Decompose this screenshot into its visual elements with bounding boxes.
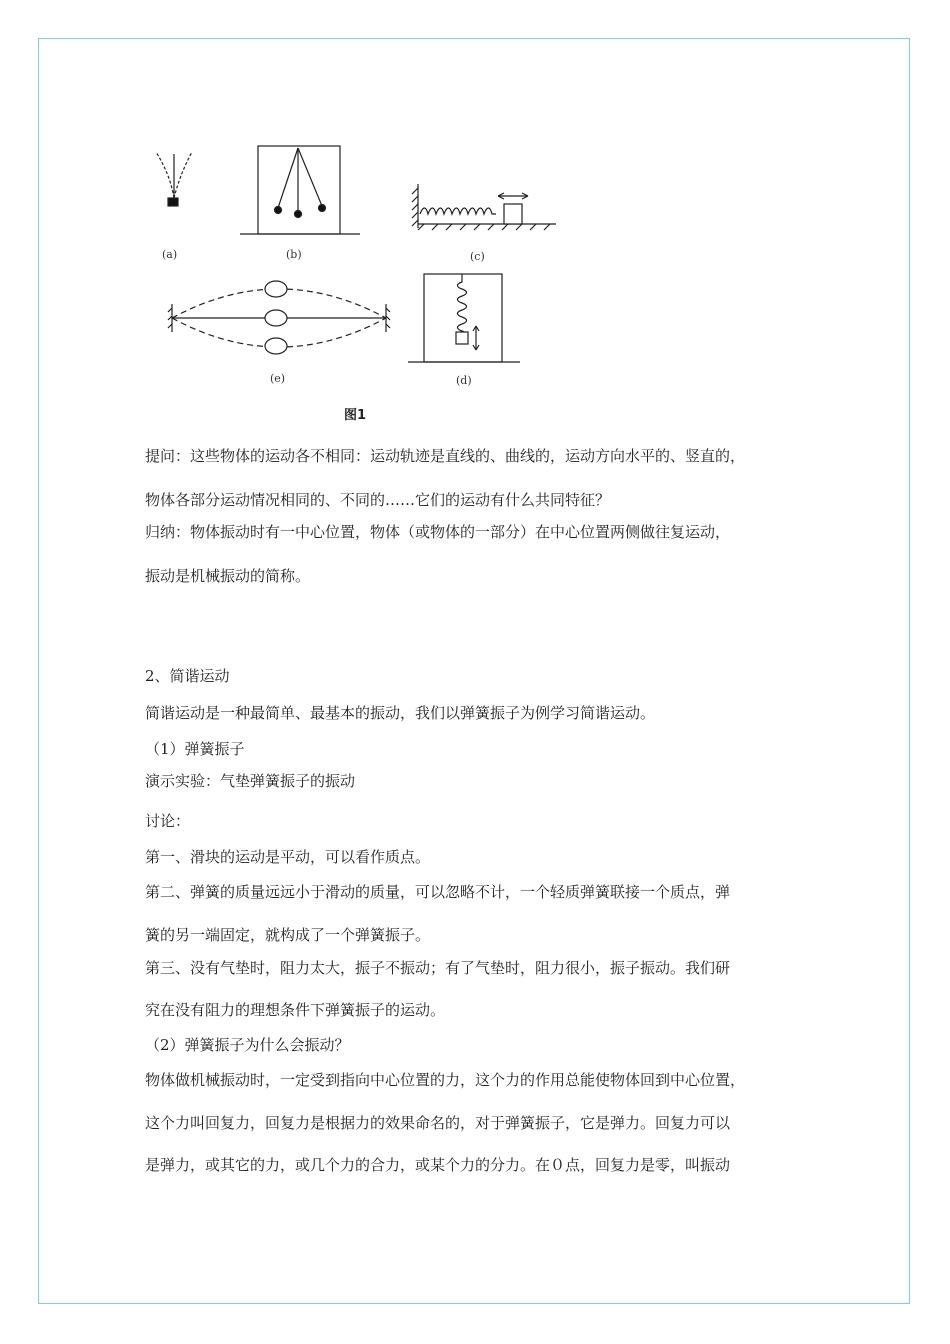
text-line: 演示实验：气垫弹簧振子的振动 — [145, 772, 356, 790]
text-line: 第二、弹簧的质量远远小于滑动的质量，可以忽略不计，一个轻质弹簧联接一个质点，弹 — [145, 883, 731, 901]
text-line: 物体各部分运动情况相同的、不同的……它们的运动有什么共同特征？ — [145, 491, 611, 509]
diagram-c-horizontal-spring — [412, 184, 556, 230]
figure-caption: 图1 — [344, 408, 367, 423]
text-line: 究在没有阻力的理想条件下弹簧振子的运动。 — [145, 1001, 446, 1019]
figure-1 — [140, 136, 580, 426]
diagram-a-reed — [156, 152, 192, 206]
text-line-summary: 归纳：物体振动时有一中心位置，物体（或物体的一部分）在中心位置两侧做往复运动， — [145, 523, 731, 541]
label-a: (a) — [162, 248, 178, 261]
label-b: (b) — [286, 248, 302, 261]
diagram-e-vibrating-string — [168, 281, 390, 354]
label-e: (e) — [270, 372, 286, 385]
label-d: (d) — [456, 374, 472, 387]
text-line: 简谐运动是一种最简单、最基本的振动，我们以弹簧振子为例学习简谐运动。 — [145, 704, 656, 722]
section-heading: 2、简谐运动 — [145, 667, 230, 685]
text-line: 这个力叫回复力，回复力是根据力的效果命名的，对于弹簧振子，它是弹力。回复力可以 — [145, 1114, 731, 1132]
text-line: 簧的另一端固定，就构成了一个弹簧振子。 — [145, 926, 431, 944]
diagram-b-pendulums — [240, 146, 360, 234]
text-line: 振动是机械振动的简称。 — [145, 567, 311, 585]
text-line: 第三、没有气垫时，阻力太大，振子不振动；有了气垫时，阻力很小，振子振动。我们研 — [145, 959, 731, 977]
subheading: （1）弹簧振子 — [145, 740, 245, 758]
subheading: （2）弹簧振子为什么会振动？ — [145, 1036, 350, 1054]
text-line: 物体做机械振动时，一定受到指向中心位置的力，这个力的作用总能使物体回到中心位置， — [145, 1071, 746, 1089]
text-line-question: 提问：这些物体的运动各不相同：运动轨迹是直线的、曲线的，运动方向水平的、竖直的， — [145, 447, 746, 465]
text-line: 讨论： — [145, 812, 191, 830]
text-line: 第一、滑块的运动是平动，可以看作质点。 — [145, 848, 431, 866]
figure-1-drawing — [140, 136, 580, 426]
label-c: (c) — [470, 250, 485, 263]
text-line: 是弹力，或其它的力，或几个力的合力，或某个力的分力。在０点，回复力是零，叫振动 — [145, 1156, 731, 1174]
diagram-d-vertical-spring — [408, 274, 520, 362]
